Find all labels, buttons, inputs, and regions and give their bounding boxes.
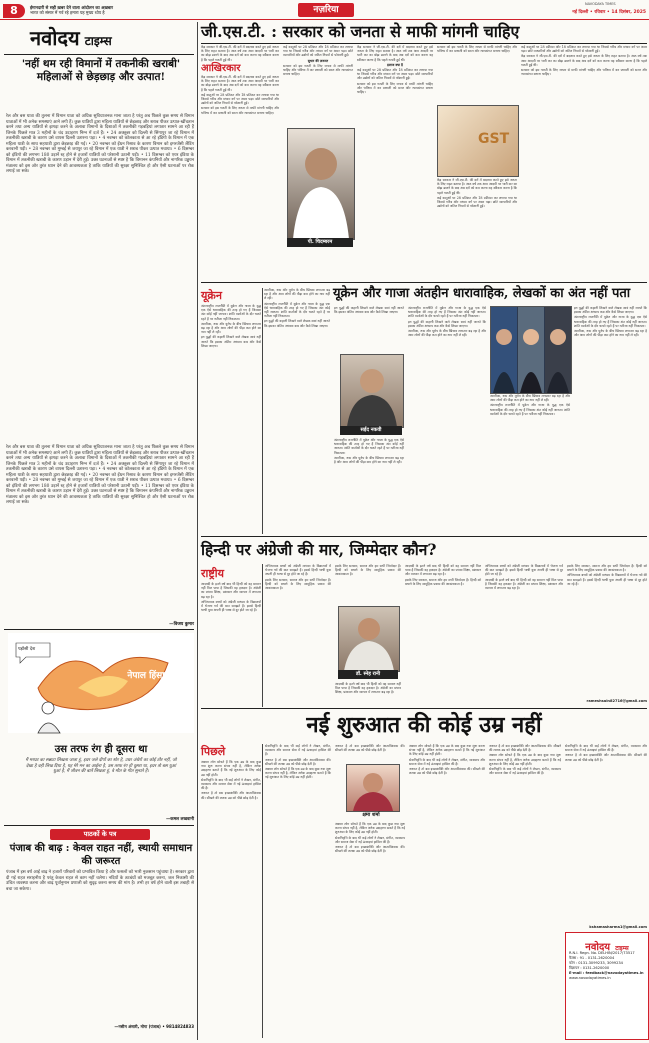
new-start-col4 xyxy=(409,744,485,1038)
imprint-line5: E-mail : feedback@navodayatimes.in xyxy=(569,971,644,975)
gst-col4 xyxy=(437,45,517,105)
gst-col1-text-b: कई वस्तुओं पर 28 प्रतिशत और 18 प्रतिशत कर लगाया गया था जिससे गरीब और मध्यम वर्ग पर असर पड़ा। छोटे व्यापारियों और उद्योगों को जटिल नियमों से परेशानी हुई। xyxy=(201,92,279,106)
gst-col3-text: केंद्र सरकार ने जी.एस.टी. की दरों में बदलाव करते हुए इसे जनता के लिए राहत बताया है। आठ वर्ष तक आम आदमी पर भारी कर का बोझ डालने के बाद अब दरों को कम करना यह स्वीकार करना है कि पहले गलती हुई थी। xyxy=(357,45,433,62)
new-start-col3-body xyxy=(335,822,405,1038)
hindi-col2-text: अभिभावक बच्चों को अंग्रेजी माध्यम के विद्यालयों में भेजना गर्व की बात समझते हैं। इससे हिन्दी भाषी युवा अपनी ही भाषा से दूर होते जा रहे हैं। xyxy=(265,564,331,577)
cartoon xyxy=(8,633,194,733)
ukraine-col2-text-b: अंतरराष्ट्रीय राजनीति में यूक्रेन और गाजा के युद्ध एक ऐसे धारावाहिक की तरह हो गए हैं जिसका अंत कोई नहीं जानता। शांति वार्ताओं के दौर चलते रहते हैं पर नतीजा नहीं निकलता। xyxy=(264,301,330,319)
ukraine-col1-text-b: अमरीका, रूस और यूरोप के बीच खिंचाव लगातार बढ़ रहा है और आम लोगों की पीड़ा कम होने का नाम नहीं ले रही। xyxy=(201,321,261,335)
hindi-col4 xyxy=(405,564,481,707)
letters-body-text: पंजाब में इस वर्ष आई बाढ़ ने हजारों परिवारों को प्रभावित किया है और फसलों को भारी नुकसान पहुंचाया है। सरकार द्वारा दी गई राहत सराहनीय है परंतु केवल राहत से काम नहीं चलेगा। नदियों के तटबंधों को मजबूत करना, जल निकासी की उचित व्यवस्था करना और बाढ़ पूर्वानुमान प्रणाली को सुदृढ़ करना समय की मांग है। तभी हर वर्ष होने वाली इस तबाही से बचा जा सकेगा। xyxy=(6,870,194,892)
hindi-author-byline xyxy=(338,670,398,679)
editorial-body-cont-text: रेल और बस यात्रा की तुलना में विमान यात्रा को अधिक सुविधाजनक माना जाता है परंतु अब पिछले कुछ समय से विमान यात्राओं में भी अनेक समस्याएं आने लगी हैं। कुछ यात्रियों द्वारा महिला यात्रियों से छेड़छाड़ और शराब पीकर उत्पात-खींचतान करने तथा अन्य यात्रियों से झगड़ा करने के अलावा विमानों के दिशाओं में तकनीकी गड़बड़ियां लगातार सामने आ रही हैं जिनके पिछले मात्र 3 महीनों के चंद उदाहरण निम्न में दर्ज हैं। • 24 अक्तूबर को दिल्ली से सिंगापुर जा रहे विमान में तकनीकी खराबी के कारण उसे वापस दिल्ली उतारना पड़ा। • 4 नवम्बर को कोलकाता से आ रहे इंडिगो के विमान में एक महिला यात्री के साथ सहयात्री द्वारा छेड़छाड़ की गई। • 20 नवम्बर को ईंधन रिसाव के कारण विमान को इमरजेंसी लैंडिंग करवानी पड़ी। • 28 नवम्बर को मुम्बई से जयपुर जा रहे विमान में एक यात्री ने शराब पीकर उत्पात मचाया। • 6 दिसम्बर को इंडिगो की लगभग 180 उड़ानें रद्द होने से हजारों यात्रियों को परेशानी उठानी पड़ी। • 11 दिसम्बर को एयर इंडिया के विमान में तकनीकी खराबी के कारण उड़ान में देरी हुई। उक्त घटनाओं से स्पष्ट है कि विमानन कंपनियों और नागरिक उड्डयन मंत्रालय को इस ओर तुरंत ध्यान देने की आवश्यकता है ताकि यात्रियों की सुरक्षा सुनिश्चित हो और ऐसी घटनाओं पर रोक लगाई जा सके। xyxy=(6,445,194,505)
new-start-col4-text-c: जरूरत है तो बस इच्छाशक्ति और आत्मविश्वास की। सीखने की ललक उम्र को पीछे छोड़ देती है। xyxy=(409,767,485,776)
gst-end-rule xyxy=(201,282,647,283)
masthead-brand: नवोदय xyxy=(30,26,80,50)
letters-author: —नसीम अंसारी, मोगा (पंजाब) • 9814824833 xyxy=(114,1024,194,1029)
new-start-col1-text-b: सेवानिवृत्ति के बाद भी कई लोगों ने लेखन, संगीत, व्यवसाय और समाज सेवा में नई ऊंचाइयां हासिल की हैं। xyxy=(201,777,261,791)
imprint-brand-suffix: टाइम्स xyxy=(615,945,629,952)
masthead-rule xyxy=(4,54,194,55)
gst-col4-text-b: केंद्र सरकार ने जी.एस.टी. की दरों में बदलाव करते हुए इसे जनता के लिए राहत बताया है। आठ वर्ष तक आम आदमी पर भारी कर का बोझ डालने के बाद अब दरों को कम करना यह स्वीकार करना है कि पहले गलती हुई थी। xyxy=(437,178,517,195)
ukraine-col1 xyxy=(201,304,261,534)
hindi-headline: हिन्दी पर अंग्रेजी की मार, जिम्मेदार कौन? xyxy=(201,540,437,559)
hindi-author-portrait xyxy=(339,607,399,671)
gst-col5-text-c: सरकार को इस गलती के लिए जनता से माफी मांगनी चाहिए और भविष्य में कर प्रणाली को सरल और न्यायसंगत बनाना चाहिए। xyxy=(521,68,647,77)
ukraine-col1-text-c: इन युद्धों की कहानी लिखने वाले लेखक स्वयं नहीं जानते कि इसका अंतिम अध्याय कब और कैसे लिखा जाएगा। xyxy=(201,335,261,348)
hindi-col5 xyxy=(485,564,563,707)
letters-section-title xyxy=(50,829,150,840)
gst-col1-text: केंद्र सरकार ने जी.एस.टी. की दरों में बदलाव करते हुए इसे जनता के लिए राहत बताया है। आठ वर्ष तक आम आदमी पर भारी कर का बोझ डालने के बाद अब दरों को कम करना यह स्वीकार करना है कि पहले गलती हुई थी। xyxy=(201,75,279,92)
hindi-col5-text: अभिभावक बच्चों को अंग्रेजी माध्यम के विद्यालयों में भेजना गर्व की बात समझते हैं। इससे हिन्दी भाषी युवा अपनी ही भाषा से दूर होते जा रहे हैं। xyxy=(485,564,563,577)
poem-body xyxy=(22,758,180,814)
cartoon-figure-head xyxy=(42,702,54,714)
hindi-col4-text-b: इसके लिए सरकार, समाज और हम सभी जिम्मेदार हैं। हिन्दी को बचाने के लिए सामूहिक प्रयास की आवश्यकता है। xyxy=(405,577,481,586)
ukraine-col2-text-c: इन युद्धों की कहानी लिखने वाले लेखक स्वयं नहीं जानते कि इसका अंतिम अध्याय कब और कैसे लिखा जाएगा। xyxy=(264,319,330,328)
hindi-col3-body xyxy=(335,682,401,707)
ukraine-author-photo xyxy=(340,354,404,428)
poem-author: —कमल लखवानी xyxy=(165,817,194,822)
ukraine-author-byline xyxy=(340,426,402,435)
gst-col5-text-b: केंद्र सरकार ने जी.एस.टी. की दरों में बदलाव करते हुए इसे जनता के लिए राहत बताया है। आठ वर्ष तक आम आदमी पर भारी कर का बोझ डालने के बाद अब दरों को कम करना यह स्वीकार करना है कि पहले गलती हुई थी। xyxy=(521,54,647,67)
new-start-col3-text-b: अक्सर लोग सोचते हैं कि एक उम्र के बाद कुछ नया शुरू करना संभव नहीं है, लेकिन अनेक उदाहरण बताते हैं कि नई शुरुआत के लिए कोई उम्र नहीं होती। xyxy=(335,822,405,835)
new-start-col5-text: जरूरत है तो बस इच्छाशक्ति और आत्मविश्वास की। सीखने की ललक उम्र को पीछे छोड़ देती है। xyxy=(489,744,561,753)
gst-col3-text-b: कई वस्तुओं पर 28 प्रतिशत और 18 प्रतिशत कर लगाया गया था जिससे गरीब और मध्यम वर्ग पर असर पड़ा। छोटे व्यापारियों और उद्योगों को जटिल नियमों से परेशानी हुई। xyxy=(357,68,433,81)
hindi-col5-text-b: आज़ादी के इतने वर्ष बाद भी हिन्दी को वह सम्मान नहीं मिल पाया है जिसकी वह हकदार है। अंग्रेजी का प्रभाव शिक्षा, प्रशासन और व्यापार में लगातार बढ़ रहा है। xyxy=(485,577,563,591)
letters-body xyxy=(6,870,194,1020)
hindi-col3 xyxy=(335,564,401,604)
page-number xyxy=(3,4,25,18)
gst-kicker: आखिरकार xyxy=(201,63,241,74)
gst-photo-label: GST xyxy=(478,131,510,147)
cartoon-label-right: नेपाल हिंसा xyxy=(127,671,165,681)
ukraine-leaders-photo xyxy=(490,306,572,394)
header-tagline-line1: ईमानदारी से सही ख़बर देने वाला आंदोलन का अख़बार xyxy=(30,5,113,10)
ukraine-col3-text: इन युद्धों की कहानी लिखने वाले लेखक स्वयं नहीं जानते कि इसका अंतिम अध्याय कब और कैसे लिखा जाएगा। xyxy=(334,306,404,315)
ukraine-col5 xyxy=(490,394,570,534)
new-start-col6 xyxy=(565,744,647,924)
hindi-kicker: राष्ट्रीय xyxy=(201,567,225,580)
ukraine-col2-text: अमरीका, रूस और यूरोप के बीच खिंचाव लगातार बढ़ रहा है और आम लोगों की पीड़ा कम होने का नाम नहीं ले रही। xyxy=(264,288,330,301)
ukraine-kicker: यूक्रेन xyxy=(201,289,222,302)
imprint-line4: विज्ञापन : 0131-2620000 xyxy=(569,966,610,970)
ukraine-author-portrait xyxy=(341,355,403,427)
hindi-col2 xyxy=(265,564,331,707)
hindi-col3-text-b: आज़ादी के इतने वर्ष बाद भी हिन्दी को वह सम्मान नहीं मिल पाया है जिसकी वह हकदार है। अंग्रेजी का प्रभाव शिक्षा, प्रशासन और व्यापार में लगातार बढ़ रहा है। xyxy=(335,682,401,695)
new-start-col2-text-b: जरूरत है तो बस इच्छाशक्ति और आत्मविश्वास की। सीखने की ललक उम्र को पीछे छोड़ देती है। xyxy=(265,757,331,766)
ukraine-col3-text-b: अंतरराष्ट्रीय राजनीति में यूक्रेन और गाजा के युद्ध एक ऐसे धारावाहिक की तरह हो गए हैं जिसका अंत कोई नहीं जानता। शांति वार्ताओं के दौर चलते रहते हैं पर नतीजा नहीं निकलता। xyxy=(334,438,404,455)
header-tagline xyxy=(30,5,180,15)
hindi-col6 xyxy=(567,564,647,697)
header-rule xyxy=(0,19,649,20)
header-tagline-line2: भारत को संसार में गर्व रहे हमारा यह मुख्य ध्येय है xyxy=(30,10,105,16)
letters-section-title-text: पाठकों के पत्र xyxy=(83,830,117,838)
gst-col2-text-b: सरकार को इस गलती के लिए जनता से माफी मांगनी चाहिए और भविष्य में कर प्रणाली को सरल और न्यायसंगत बनाना चाहिए। xyxy=(283,63,353,77)
hindi-col6-text-b: अभिभावक बच्चों को अंग्रेजी माध्यम के विद्यालयों में भेजना गर्व की बात समझते हैं। इससे हिन्दी भाषी युवा अपनी ही भाषा से दूर होते जा रहे हैं। xyxy=(567,573,647,586)
cartoon-label-left: पड़ोसी देश xyxy=(18,647,36,652)
imprint-line3: फोन : 0131-3099233, 3099234 xyxy=(569,961,623,965)
new-start-col3-text-d: जरूरत है तो बस इच्छाशक्ति और आत्मविश्वास की। सीखने की ललक उम्र को पीछे छोड़ देती है। xyxy=(335,845,405,854)
new-start-col5-text-b: अक्सर लोग सोचते हैं कि एक उम्र के बाद कुछ नया शुरू करना संभव नहीं है, लेकिन अनेक उदाहरण बताते हैं कि नई शुरुआत के लिए कोई उम्र नहीं होती। xyxy=(489,753,561,766)
gst-col1-text-c: सरकार को इस गलती के लिए जनता से माफी मांगनी चाहिए और भविष्य में कर प्रणाली को सरल और न्यायसंगत बनाना चाहिए। xyxy=(201,106,279,115)
ukraine-col6 xyxy=(574,306,647,534)
hindi-col1-text: आज़ादी के इतने वर्ष बाद भी हिन्दी को वह सम्मान नहीं मिल पाया है जिसकी वह हकदार है। अंग्रेजी का प्रभाव शिक्षा, प्रशासन और व्यापार में लगातार बढ़ रहा है। xyxy=(201,582,261,599)
new-start-col4-text: अक्सर लोग सोचते हैं कि एक उम्र के बाद कुछ नया शुरू करना संभव नहीं है, लेकिन अनेक उदाहरण बताते हैं कि नई शुरुआत के लिए कोई उम्र नहीं होती। xyxy=(409,744,485,757)
gst-author-byline xyxy=(287,238,353,247)
new-start-col4-text-b: सेवानिवृत्ति के बाद भी कई लोगों ने लेखन, संगीत, व्यवसाय और समाज सेवा में नई ऊंचाइयां हासिल की हैं। xyxy=(409,757,485,766)
new-start-author-photo xyxy=(346,764,400,812)
poem-body-text: मैं मरघट का सन्नाटा लिखता जाता हूं, इधर जले दीपों का शोर है, उधर अंधेरों का कोई ठौर नहीं, जो देखा है वही लिख दिया है, यह मेरे मन का आईना है, उस तरफ रंग ही दूसरा था, इधर तो बस धुआं धुआं है, मैं जीवन की बातें लिखता हूं, वे मौत के गीत सुनाते हैं। xyxy=(25,758,177,775)
gst-col4-body xyxy=(437,178,517,280)
new-start-author-portrait xyxy=(347,765,399,811)
hindi-col6-text: इसके लिए सरकार, समाज और हम सभी जिम्मेदार हैं। हिन्दी को बचाने के लिए सामूहिक प्रयास की आवश्यकता है। xyxy=(567,564,647,573)
left-column-divider xyxy=(197,22,198,1040)
new-start-email: kshamasharma1@gmail.com xyxy=(589,925,647,929)
editorial-body xyxy=(6,114,194,442)
ukraine-col4-text-b: इन युद्धों की कहानी लिखने वाले लेखक स्वयं नहीं जानते कि इसका अंतिम अध्याय कब और कैसे लिखा जाएगा। xyxy=(408,319,486,328)
cartoon-figure-body xyxy=(38,723,60,733)
ukraine-col1-text: अंतरराष्ट्रीय राजनीति में यूक्रेन और गाजा के युद्ध एक ऐसे धारावाहिक की तरह हो गए हैं जिसका अंत कोई नहीं जानता। शांति वार्ताओं के दौर चलते रहते हैं पर नतीजा नहीं निकलता। xyxy=(201,304,261,321)
new-start-col1-text: अक्सर लोग सोचते हैं कि एक उम्र के बाद कुछ नया शुरू करना संभव नहीं है, लेकिन अनेक उदाहरण बताते हैं कि नई शुरुआत के लिए कोई उम्र नहीं होती। xyxy=(201,760,261,777)
gst-col3-sub: इलाज क्या है xyxy=(387,62,403,67)
ukraine-col3-text-c: अमरीका, रूस और यूरोप के बीच खिंचाव लगातार बढ़ रहा है और आम लोगों की पीड़ा कम होने का नाम नहीं ले रही। xyxy=(334,455,404,465)
ukraine-col5-text-b: अंतरराष्ट्रीय राजनीति में यूक्रेन और गाजा के युद्ध एक ऐसे धारावाहिक की तरह हो गए हैं जिसका अंत कोई नहीं जानता। शांति वार्ताओं के दौर चलते रहते हैं पर नतीजा नहीं निकलता। xyxy=(490,403,570,416)
ukraine-col6-text-b: अंतरराष्ट्रीय राजनीति में यूक्रेन और गाजा के युद्ध एक ऐसे धारावाहिक की तरह हो गए हैं जिसका अंत कोई नहीं जानता। शांति वार्ताओं के दौर चलते रहते हैं पर नतीजा नहीं निकलता। xyxy=(574,315,647,328)
new-start-author-byline xyxy=(338,812,404,818)
imprint-brand: नवोदय xyxy=(585,942,611,953)
ukraine-author-name: सईद नकवी xyxy=(360,427,382,433)
masthead xyxy=(30,24,190,54)
hindi-email: rameshsain82716@gmail.com xyxy=(586,699,647,703)
new-start-col3 xyxy=(335,744,405,762)
imprint-line6: www.navodayatimes.in xyxy=(569,976,611,980)
ukraine-end-rule xyxy=(201,536,647,537)
section-label-text: नज़रिया xyxy=(313,5,339,15)
new-start-col1-text-c: जरूरत है तो बस इच्छाशक्ति और आत्मविश्वास की। सीखने की ललक उम्र को पीछे छोड़ देती है। xyxy=(201,791,261,800)
gst-col1-body xyxy=(201,75,279,280)
imprint-line2: फैक्स : 91 - 0131-2620004 xyxy=(569,956,615,960)
hindi-col2-text-b: इसके लिए सरकार, समाज और हम सभी जिम्मेदार हैं। हिन्दी को बचाने के लिए सामूहिक प्रयास की आवश्यकता है। xyxy=(265,577,331,591)
col-divider-b xyxy=(262,564,263,707)
ukraine-col4-text-c: अमरीका, रूस और यूरोप के बीच खिंचाव लगातार बढ़ रहा है और आम लोगों की पीड़ा कम होने का नाम नहीं ले रही। xyxy=(408,329,486,338)
col-divider-c xyxy=(262,744,263,1038)
gst-author-portrait xyxy=(288,129,354,239)
section-label xyxy=(298,3,354,17)
editorial-headline: 'नहीं थम रही विमानों में तकनीकी खराबी' महिलाओं से छेड़छाड़ और उत्पात! xyxy=(21,58,181,83)
gst-col5 xyxy=(521,45,647,280)
ukraine-col4-text: अंतरराष्ट्रीय राजनीति में यूक्रेन और गाजा के युद्ध एक ऐसे धारावाहिक की तरह हो गए हैं जिसका अंत कोई नहीं जानता। शांति वार्ताओं के दौर चलते रहते हैं पर नतीजा नहीं निकलता। xyxy=(408,306,486,319)
poem-title: उस तरफ रंग ही दूसरा था xyxy=(54,744,148,755)
ukraine-leaders-portraits xyxy=(491,307,571,393)
editorial-end-rule xyxy=(4,629,194,630)
gst-col3 xyxy=(357,45,433,280)
gst-col2-text: कई वस्तुओं पर 28 प्रतिशत और 18 प्रतिशत कर लगाया गया था जिससे गरीब और मध्यम वर्ग पर असर पड़ा। छोटे व्यापारियों और उद्योगों को जटिल नियमों से परेशानी हुई। xyxy=(283,45,353,58)
new-start-col3-text: जरूरत है तो बस इच्छाशक्ति और आत्मविश्वास की। सीखने की ललक उम्र को पीछे छोड़ देती है। xyxy=(335,744,405,753)
imprint-lines xyxy=(569,951,645,981)
imprint-box xyxy=(565,932,649,1040)
hindi-col1 xyxy=(201,582,261,707)
hindi-col1-text-b: अभिभावक बच्चों को अंग्रेजी माध्यम के विद्यालयों में भेजना गर्व की बात समझते हैं। इससे हिन्दी भाषी युवा अपनी ही भाषा से दूर होते जा रहे हैं। xyxy=(201,599,261,613)
dateline: नई दिल्ली • रविवार • 14 दिसंबर, 2025 xyxy=(572,10,646,15)
hindi-author-photo xyxy=(338,606,400,672)
new-start-kicker: पिछले xyxy=(201,745,226,758)
new-start-col5 xyxy=(489,744,561,1038)
gst-col2 xyxy=(283,45,353,125)
page-number-text: 8 xyxy=(10,4,18,17)
masthead-brand-suffix: टाइम्स xyxy=(84,34,112,48)
editorial-byline: —विजय कुमार xyxy=(169,622,194,627)
hindi-author-name: डॉ. स्नेह रानी xyxy=(355,671,381,677)
gst-photo xyxy=(437,105,519,177)
ukraine-col3 xyxy=(334,306,404,354)
poem-end-rule xyxy=(4,825,194,826)
ukraine-col5-text: अमरीका, रूस और यूरोप के बीच खिंचाव लगातार बढ़ रहा है और आम लोगों की पीड़ा कम होने का नाम नहीं ले रही। xyxy=(490,394,570,403)
col-divider-a xyxy=(262,288,263,534)
hindi-col4-text: आज़ादी के इतने वर्ष बाद भी हिन्दी को वह सम्मान नहीं मिल पाया है जिसकी वह हकदार है। अंग्रेजी का प्रभाव शिक्षा, प्रशासन और व्यापार में लगातार बढ़ रहा है। xyxy=(405,564,481,577)
ukraine-col6-text-c: अमरीका, रूस और यूरोप के बीच खिंचाव लगातार बढ़ रहा है और आम लोगों की पीड़ा कम होने का नाम नहीं ले रही। xyxy=(574,329,647,338)
top-right-brand: NAVODAYA TIMES xyxy=(585,2,616,6)
hindi-col3-text: इसके लिए सरकार, समाज और हम सभी जिम्मेदार हैं। हिन्दी को बचाने के लिए सामूहिक प्रयास की आवश्यकता है। xyxy=(335,564,401,577)
gst-col5-text: कई वस्तुओं पर 28 प्रतिशत और 18 प्रतिशत कर लगाया गया था जिससे गरीब और मध्यम वर्ग पर असर पड़ा। छोटे व्यापारियों और उद्योगों को जटिल नियमों से परेशानी हुई। xyxy=(521,45,647,54)
cartoon-drawing xyxy=(8,633,194,733)
new-start-col2-text: सेवानिवृत्ति के बाद भी कई लोगों ने लेखन, संगीत, व्यवसाय और समाज सेवा में नई ऊंचाइयां हासिल की हैं। xyxy=(265,744,331,757)
imprint-line1: R.N.I. Regn. No. DELHIN/2017/73517 xyxy=(569,951,635,955)
gst-col3-text-c: सरकार को इस गलती के लिए जनता से माफी मांगनी चाहिए और भविष्य में कर प्रणाली को सरल और न्यायसंगत बनाना चाहिए। xyxy=(357,81,433,95)
new-start-col2-text-c: अक्सर लोग सोचते हैं कि एक उम्र के बाद कुछ नया शुरू करना संभव नहीं है, लेकिन अनेक उदाहरण बताते हैं कि नई शुरुआत के लिए कोई उम्र नहीं होती। xyxy=(265,767,331,780)
gst-col4-text: सरकार को इस गलती के लिए जनता से माफी मांगनी चाहिए और भविष्य में कर प्रणाली को सरल और न्यायसंगत बनाना चाहिए। xyxy=(437,45,517,54)
gst-col1 xyxy=(201,45,279,62)
gst-col1-head: केंद्र सरकार ने जी.एस.टी. की दरों में बदलाव करते हुए इसे जनता के लिए राहत बताया है। आठ वर्ष तक आम आदमी पर भारी कर का बोझ डालने के बाद अब दरों को कम करना यह स्वीकार करना है कि पहले गलती हुई थी। xyxy=(201,45,279,62)
new-start-col2 xyxy=(265,744,331,1038)
editorial-body-text: रेल और बस यात्रा की तुलना में विमान यात्रा को अधिक सुविधाजनक माना जाता है परंतु अब पिछले कुछ समय से विमान यात्राओं में भी अनेक समस्याएं आने लगी हैं। कुछ यात्रियों द्वारा महिला यात्रियों से छेड़छाड़ और शराब पीकर उत्पात-खींचतान करने तथा अन्य यात्रियों से झगड़ा करने के अलावा विमानों के दिशाओं में तकनीकी गड़बड़ियां लगातार सामने आ रही हैं जिनके पिछले मात्र 3 महीनों के चंद उदाहरण निम्न में दर्ज हैं। • 24 अक्तूबर को दिल्ली से सिंगापुर जा रहे विमान में तकनीकी खराबी के कारण उसे वापस दिल्ली उतारना पड़ा। • 4 नवम्बर को कोलकाता से आ रहे इंडिगो के विमान में एक महिला यात्री के साथ सहयात्री द्वारा छेड़छाड़ की गई। • 20 नवम्बर को ईंधन रिसाव के कारण विमान को इमरजेंसी लैंडिंग करवानी पड़ी। • 28 नवम्बर को मुम्बई से जयपुर जा रहे विमान में एक यात्री ने शराब पीकर उत्पात मचाया। • 6 दिसम्बर को इंडिगो की लगभग 180 उड़ानें रद्द होने से हजारों यात्रियों को परेशानी उठानी पड़ी। • 11 दिसम्बर को एयर इंडिया के विमान में तकनीकी खराबी के कारण उड़ान में देरी हुई। उक्त घटनाओं से स्पष्ट है कि विमानन कंपनियों और नागरिक उड्डयन मंत्रालय को इस ओर तुरंत ध्यान देने की आवश्यकता है ताकि यात्रियों की सुरक्षा सुनिश्चित हो और ऐसी घटनाओं पर रोक लगाई जा सके। xyxy=(6,114,194,174)
gst-author-name: पी. चिदम्बरम xyxy=(307,239,333,245)
editorial-body-cont xyxy=(6,445,194,619)
ukraine-col2 xyxy=(264,288,330,534)
ukraine-col6-text: इन युद्धों की कहानी लिखने वाले लेखक स्वयं नहीं जानते कि इसका अंतिम अध्याय कब और कैसे लिखा जाएगा। xyxy=(574,306,647,315)
ukraine-headline: यूक्रेन और गाजा अंतहीन धारावाहिक, लेखकों का अंत नहीं पता xyxy=(333,286,631,301)
gst-col2-sub: सुधार की ज़रूरत xyxy=(307,58,329,63)
gst-col4-text-c: कई वस्तुओं पर 28 प्रतिशत और 18 प्रतिशत कर लगाया गया था जिससे गरीब और मध्यम वर्ग पर असर पड़ा। छोटे व्यापारियों और उद्योगों को जटिल नियमों से परेशानी हुई। xyxy=(437,195,517,209)
new-start-col5-text-c: सेवानिवृत्ति के बाद भी कई लोगों ने लेखन, संगीत, व्यवसाय और समाज सेवा में नई ऊंचाइयां हासिल की हैं। xyxy=(489,767,561,776)
new-start-headline: नई शुरुआत की कोई उम्र नहीं xyxy=(306,712,542,738)
letters-headline: पंजाब की बाढ़ : केवल राहत नहीं, स्थायी समाधान की जरूरत xyxy=(9,843,193,867)
hindi-end-rule xyxy=(201,708,647,709)
new-start-col1 xyxy=(201,760,261,1038)
gst-author-photo xyxy=(287,128,355,240)
gst-headline: जी.एस.टी. : सरकार को जनता से माफी मांगनी चाहिए xyxy=(201,22,520,41)
new-start-col3-text-c: सेवानिवृत्ति के बाद भी कई लोगों ने लेखन, संगीत, व्यवसाय और समाज सेवा में नई ऊंचाइयां हासिल की हैं। xyxy=(335,835,405,844)
ukraine-col3-body xyxy=(334,438,404,534)
new-start-col6-text-b: जरूरत है तो बस इच्छाशक्ति और आत्मविश्वास की। सीखने की ललक उम्र को पीछे छोड़ देती है। xyxy=(565,753,647,762)
new-start-author-name: क्षमा शर्मा xyxy=(362,812,380,818)
new-start-col6-text: सेवानिवृत्ति के बाद भी कई लोगों ने लेखन, संगीत, व्यवसाय और समाज सेवा में नई ऊंचाइयां हासिल की हैं। xyxy=(565,744,647,753)
ukraine-col4 xyxy=(408,306,486,534)
gst-headline-rule xyxy=(201,43,647,44)
